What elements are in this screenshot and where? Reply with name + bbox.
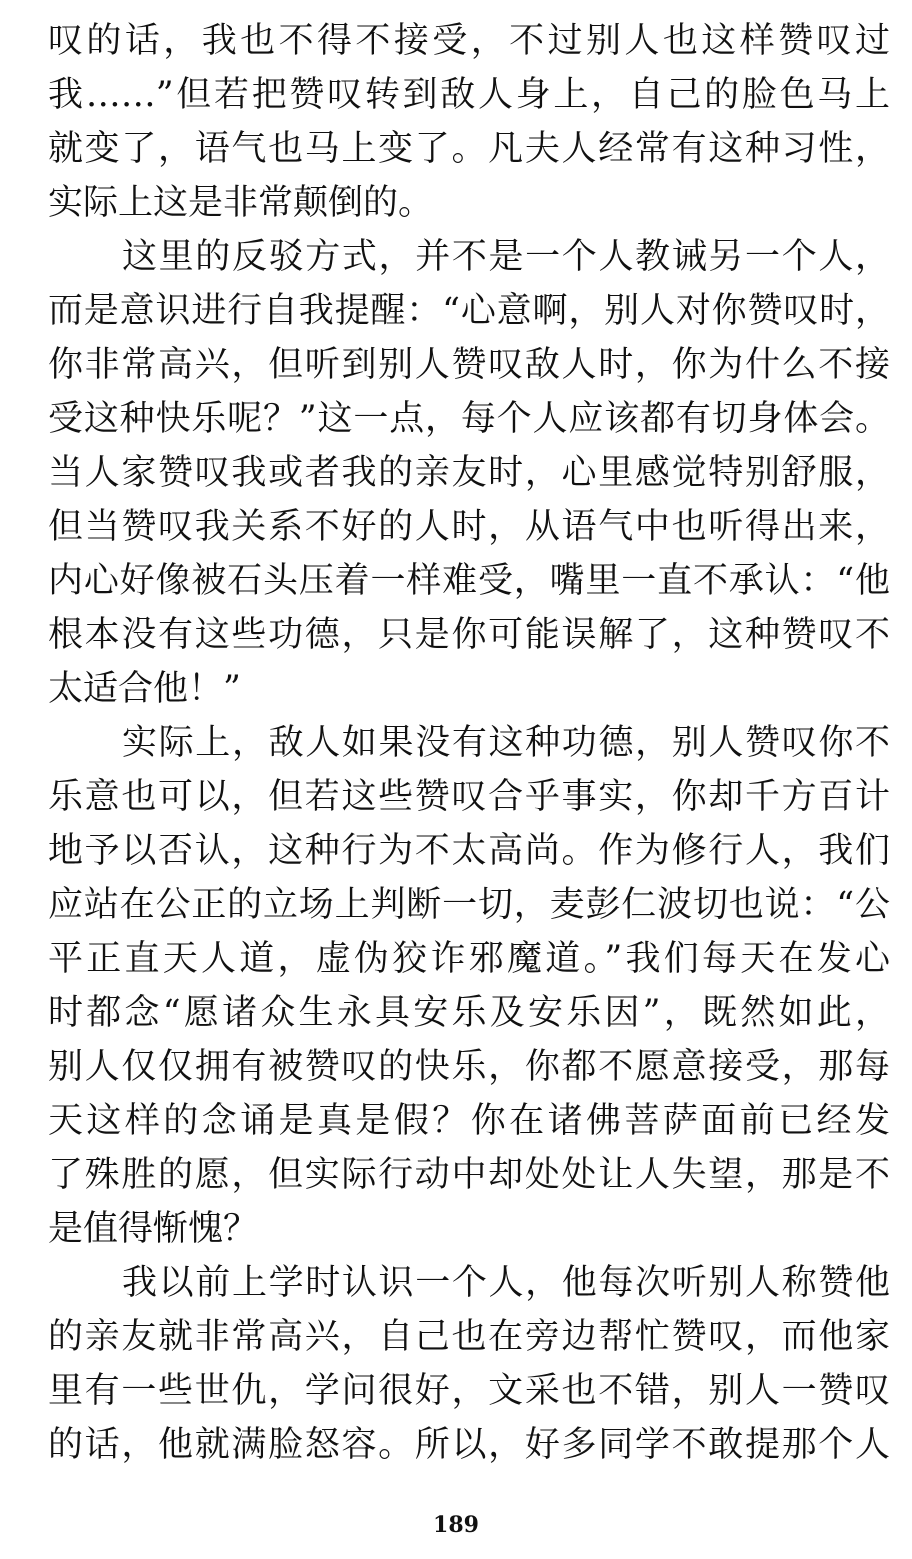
text-line: 的亲友就非常高兴，自己也在旁边帮忙赞叹，而他家 — [48, 1317, 890, 1357]
paragraph-first-line: 这里的反驳方式，并不是一个人教诫另一个人， — [122, 237, 890, 277]
text-line: 但当赞叹我关系不好的人时，从语气中也听得出来， — [48, 507, 890, 547]
text-line: 太适合他！” — [48, 669, 241, 709]
text-line: 时都念“愿诸众生永具安乐及安乐因”，既然如此， — [48, 993, 890, 1033]
text-line: 地予以否认，这种行为不太高尚。作为修行人，我们 — [48, 831, 890, 871]
text-line: 内心好像被石头压着一样难受，嘴里一直不承认：“他 — [48, 561, 890, 601]
text-line: 是值得惭愧？ — [48, 1209, 259, 1249]
paragraph-first-line: 实际上，敌人如果没有这种功德，别人赞叹你不 — [122, 723, 890, 763]
text-line: 天这样的念诵是真是假？你在诸佛菩萨面前已经发 — [48, 1101, 890, 1141]
text-line: 应站在公正的立场上判断一切，麦彭仁波切也说：“公 — [48, 885, 890, 925]
body-text — [48, 14, 890, 1472]
text-line: 受这种快乐呢？”这一点，每个人应该都有切身体会。 — [48, 399, 890, 439]
text-line: 就变了，语气也马上变了。凡夫人经常有这种习性， — [48, 129, 890, 169]
text-line: 乐意也可以，但若这些赞叹合乎事实，你却千方百计 — [48, 777, 890, 817]
text-line: 里有一些世仇，学问很好，文采也不错，别人一赞叹 — [48, 1371, 890, 1411]
text-line: 的话，他就满脸怒容。所以，好多同学不敢提那个人 — [48, 1425, 890, 1465]
paragraph-first-line: 我以前上学时认识一个人，他每次听别人称赞他 — [122, 1263, 890, 1303]
text-line: 别人仅仅拥有被赞叹的快乐，你都不愿意接受，那每 — [48, 1047, 890, 1087]
text-line: 平正直天人道，虚伪狡诈邪魔道。”我们每天在发心 — [48, 939, 890, 979]
text-line: 而是意识进行自我提醒：“心意啊，别人对你赞叹时， — [48, 291, 890, 331]
text-line: 叹的话，我也不得不接受，不过别人也这样赞叹过 — [48, 21, 890, 61]
text-line: 实际上这是非常颠倒的。 — [48, 183, 434, 223]
text-line: 你非常高兴，但听到别人赞叹敌人时，你为什么不接 — [48, 345, 890, 385]
text-line: 了殊胜的愿，但实际行动中却处处让人失望，那是不 — [48, 1155, 890, 1195]
text-line: 当人家赞叹我或者我的亲友时，心里感觉特别舒服， — [48, 453, 890, 493]
page-number: 189 — [433, 1512, 479, 1538]
text-line: 我……”但若把赞叹转到敌人身上，自己的脸色马上 — [48, 75, 890, 115]
text-line: 根本没有这些功德，只是你可能误解了，这种赞叹不 — [48, 615, 890, 655]
